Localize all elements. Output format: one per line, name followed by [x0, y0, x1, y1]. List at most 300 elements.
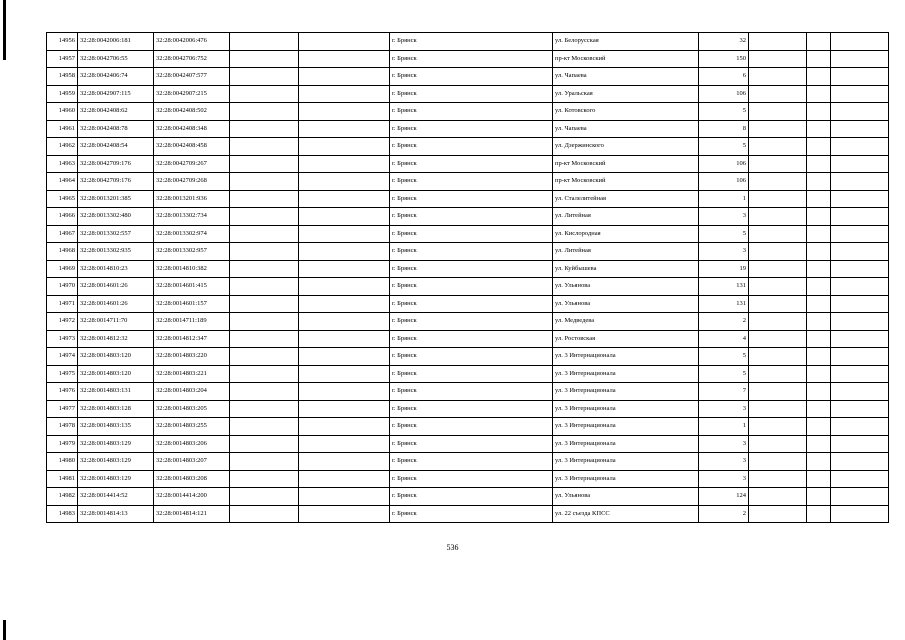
table-row [47, 260, 889, 278]
empty-cell [831, 260, 889, 278]
empty-cell [807, 435, 831, 453]
empty-cell [299, 295, 390, 313]
empty-cell [230, 260, 299, 278]
empty-cell [807, 243, 831, 261]
property-registry-table [46, 32, 889, 523]
empty-cell [230, 33, 299, 51]
empty-cell [807, 85, 831, 103]
table-row [47, 348, 889, 366]
record-number-cell: 14970 [47, 278, 78, 296]
object-cadastral-number-cell: 32:28:0042706:752 [154, 50, 230, 68]
object-cadastral-number-cell: 32:28:0014803:207 [154, 453, 230, 471]
empty-cell [230, 383, 299, 401]
record-number-cell: 14981 [47, 470, 78, 488]
city-cell: г. Брянск [390, 348, 553, 366]
empty-cell [230, 470, 299, 488]
street-cell: ул. Ульянова [553, 295, 699, 313]
empty-cell [831, 470, 889, 488]
table-row [47, 138, 889, 156]
scan-edge-mark-top [3, 0, 6, 60]
table-row [47, 103, 889, 121]
empty-cell [230, 435, 299, 453]
empty-cell [831, 505, 889, 523]
empty-cell [749, 278, 807, 296]
empty-cell [230, 190, 299, 208]
record-number-cell: 14979 [47, 435, 78, 453]
empty-cell [807, 138, 831, 156]
city-cell: г. Брянск [390, 295, 553, 313]
table-row [47, 68, 889, 86]
empty-cell [299, 313, 390, 331]
record-number-cell: 14966 [47, 208, 78, 226]
empty-cell [299, 488, 390, 506]
table-row [47, 313, 889, 331]
empty-cell [831, 68, 889, 86]
street-cell: ул. Литейная [553, 208, 699, 226]
empty-cell [299, 400, 390, 418]
record-number-cell: 14969 [47, 260, 78, 278]
empty-cell [230, 505, 299, 523]
street-cell: ул. Ульянова [553, 278, 699, 296]
parcel-cadastral-number-cell: 32:28:0014711:70 [78, 313, 154, 331]
table-row [47, 365, 889, 383]
empty-cell [807, 173, 831, 191]
parcel-cadastral-number-cell: 32:28:0014803:129 [78, 453, 154, 471]
house-number-cell: 2 [699, 313, 749, 331]
empty-cell [299, 330, 390, 348]
street-cell: ул. Ростовская [553, 330, 699, 348]
table-row [47, 470, 889, 488]
parcel-cadastral-number-cell: 32:28:0042706:55 [78, 50, 154, 68]
street-cell: пр-кт Московский [553, 173, 699, 191]
parcel-cadastral-number-cell: 32:28:0014601:26 [78, 278, 154, 296]
parcel-cadastral-number-cell: 32:28:0042408:62 [78, 103, 154, 121]
street-cell: ул. 3 Интернационала [553, 348, 699, 366]
record-number-cell: 14962 [47, 138, 78, 156]
house-number-cell: 106 [699, 85, 749, 103]
empty-cell [299, 470, 390, 488]
empty-cell [831, 453, 889, 471]
empty-cell [749, 505, 807, 523]
empty-cell [749, 120, 807, 138]
city-cell: г. Брянск [390, 453, 553, 471]
table-row [47, 505, 889, 523]
empty-cell [831, 138, 889, 156]
object-cadastral-number-cell: 32:28:0013302:734 [154, 208, 230, 226]
empty-cell [807, 278, 831, 296]
object-cadastral-number-cell: 32:28:0013201:936 [154, 190, 230, 208]
object-cadastral-number-cell: 32:28:0013302:957 [154, 243, 230, 261]
empty-cell [807, 313, 831, 331]
registry-body [47, 33, 889, 523]
empty-cell [299, 103, 390, 121]
city-cell: г. Брянск [390, 330, 553, 348]
empty-cell [230, 68, 299, 86]
record-number-cell: 14956 [47, 33, 78, 51]
city-cell: г. Брянск [390, 505, 553, 523]
empty-cell [807, 50, 831, 68]
empty-cell [831, 418, 889, 436]
empty-cell [299, 138, 390, 156]
city-cell: г. Брянск [390, 225, 553, 243]
empty-cell [807, 418, 831, 436]
house-number-cell: 6 [699, 68, 749, 86]
empty-cell [299, 348, 390, 366]
empty-cell [831, 400, 889, 418]
record-number-cell: 14972 [47, 313, 78, 331]
empty-cell [749, 173, 807, 191]
house-number-cell: 3 [699, 435, 749, 453]
empty-cell [749, 488, 807, 506]
empty-cell [831, 33, 889, 51]
object-cadastral-number-cell: 32:28:0042907:215 [154, 85, 230, 103]
record-number-cell: 14983 [47, 505, 78, 523]
empty-cell [299, 208, 390, 226]
parcel-cadastral-number-cell: 32:28:0014803:120 [78, 348, 154, 366]
empty-cell [230, 225, 299, 243]
empty-cell [831, 190, 889, 208]
street-cell: ул. Куйбышева [553, 260, 699, 278]
table-row [47, 400, 889, 418]
street-cell: ул. 3 Интернационала [553, 470, 699, 488]
house-number-cell: 4 [699, 330, 749, 348]
city-cell: г. Брянск [390, 260, 553, 278]
empty-cell [299, 435, 390, 453]
empty-cell [749, 50, 807, 68]
empty-cell [807, 348, 831, 366]
parcel-cadastral-number-cell: 32:28:0042709:176 [78, 173, 154, 191]
city-cell: г. Брянск [390, 208, 553, 226]
empty-cell [230, 138, 299, 156]
city-cell: г. Брянск [390, 138, 553, 156]
house-number-cell: 131 [699, 295, 749, 313]
table-row [47, 243, 889, 261]
empty-cell [831, 243, 889, 261]
empty-cell [807, 453, 831, 471]
parcel-cadastral-number-cell: 32:28:0013302:935 [78, 243, 154, 261]
empty-cell [831, 278, 889, 296]
empty-cell [831, 225, 889, 243]
record-number-cell: 14967 [47, 225, 78, 243]
house-number-cell: 5 [699, 348, 749, 366]
empty-cell [749, 418, 807, 436]
empty-cell [299, 505, 390, 523]
street-cell: ул. 3 Интернационала [553, 365, 699, 383]
empty-cell [807, 505, 831, 523]
city-cell: г. Брянск [390, 313, 553, 331]
empty-cell [749, 103, 807, 121]
house-number-cell: 124 [699, 488, 749, 506]
parcel-cadastral-number-cell: 32:28:0042406:74 [78, 68, 154, 86]
empty-cell [299, 278, 390, 296]
city-cell: г. Брянск [390, 470, 553, 488]
city-cell: г. Брянск [390, 85, 553, 103]
empty-cell [807, 208, 831, 226]
empty-cell [749, 190, 807, 208]
empty-cell [299, 453, 390, 471]
empty-cell [230, 120, 299, 138]
empty-cell [807, 68, 831, 86]
parcel-cadastral-number-cell: 32:28:0014810:23 [78, 260, 154, 278]
object-cadastral-number-cell: 32:28:0042408:458 [154, 138, 230, 156]
table-row [47, 330, 889, 348]
empty-cell [749, 208, 807, 226]
empty-cell [230, 453, 299, 471]
street-cell: ул. 3 Интернационала [553, 453, 699, 471]
empty-cell [749, 85, 807, 103]
city-cell: г. Брянск [390, 33, 553, 51]
empty-cell [807, 225, 831, 243]
object-cadastral-number-cell: 32:28:0042709:268 [154, 173, 230, 191]
record-number-cell: 14958 [47, 68, 78, 86]
city-cell: г. Брянск [390, 383, 553, 401]
city-cell: г. Брянск [390, 190, 553, 208]
empty-cell [299, 383, 390, 401]
object-cadastral-number-cell: 32:28:0014814:121 [154, 505, 230, 523]
object-cadastral-number-cell: 32:28:0014601:157 [154, 295, 230, 313]
record-number-cell: 14978 [47, 418, 78, 436]
street-cell: ул. 3 Интернационала [553, 400, 699, 418]
street-cell: ул. Сталелитейная [553, 190, 699, 208]
table-row [47, 383, 889, 401]
table-row [47, 85, 889, 103]
empty-cell [749, 365, 807, 383]
street-cell: ул. Дзержинского [553, 138, 699, 156]
table-row [47, 50, 889, 68]
empty-cell [749, 33, 807, 51]
record-number-cell: 14977 [47, 400, 78, 418]
city-cell: г. Брянск [390, 418, 553, 436]
empty-cell [299, 365, 390, 383]
empty-cell [807, 120, 831, 138]
empty-cell [230, 85, 299, 103]
object-cadastral-number-cell: 32:28:0014803:204 [154, 383, 230, 401]
street-cell: ул. Чапаева [553, 120, 699, 138]
house-number-cell: 1 [699, 190, 749, 208]
city-cell: г. Брянск [390, 120, 553, 138]
empty-cell [230, 243, 299, 261]
empty-cell [230, 208, 299, 226]
parcel-cadastral-number-cell: 32:28:0014601:26 [78, 295, 154, 313]
street-cell: ул. 3 Интернационала [553, 383, 699, 401]
object-cadastral-number-cell: 32:28:0014803:205 [154, 400, 230, 418]
record-number-cell: 14980 [47, 453, 78, 471]
house-number-cell: 131 [699, 278, 749, 296]
empty-cell [831, 348, 889, 366]
empty-cell [230, 348, 299, 366]
empty-cell [230, 400, 299, 418]
city-cell: г. Брянск [390, 365, 553, 383]
empty-cell [299, 190, 390, 208]
city-cell: г. Брянск [390, 400, 553, 418]
empty-cell [230, 295, 299, 313]
house-number-cell: 150 [699, 50, 749, 68]
house-number-cell: 5 [699, 365, 749, 383]
parcel-cadastral-number-cell: 32:28:0014814:13 [78, 505, 154, 523]
empty-cell [299, 155, 390, 173]
empty-cell [831, 330, 889, 348]
parcel-cadastral-number-cell: 32:28:0014803:120 [78, 365, 154, 383]
parcel-cadastral-number-cell: 32:28:0013201:385 [78, 190, 154, 208]
house-number-cell: 5 [699, 138, 749, 156]
empty-cell [831, 295, 889, 313]
street-cell: пр-кт Московский [553, 155, 699, 173]
street-cell: ул. Белорусская [553, 33, 699, 51]
record-number-cell: 14971 [47, 295, 78, 313]
parcel-cadastral-number-cell: 32:28:0014803:129 [78, 470, 154, 488]
record-number-cell: 14965 [47, 190, 78, 208]
house-number-cell: 5 [699, 103, 749, 121]
table-row [47, 278, 889, 296]
street-cell: ул. Чапаева [553, 68, 699, 86]
empty-cell [749, 155, 807, 173]
record-number-cell: 14963 [47, 155, 78, 173]
record-number-cell: 14960 [47, 103, 78, 121]
house-number-cell: 3 [699, 208, 749, 226]
city-cell: г. Брянск [390, 435, 553, 453]
object-cadastral-number-cell: 32:28:0014803:220 [154, 348, 230, 366]
empty-cell [749, 383, 807, 401]
record-number-cell: 14968 [47, 243, 78, 261]
empty-cell [230, 173, 299, 191]
empty-cell [831, 85, 889, 103]
table-row [47, 418, 889, 436]
empty-cell [299, 260, 390, 278]
empty-cell [807, 488, 831, 506]
empty-cell [299, 418, 390, 436]
empty-cell [807, 33, 831, 51]
city-cell: г. Брянск [390, 155, 553, 173]
table-row [47, 208, 889, 226]
street-cell: ул. Ульянова [553, 488, 699, 506]
empty-cell [230, 418, 299, 436]
empty-cell [807, 103, 831, 121]
house-number-cell: 3 [699, 470, 749, 488]
street-cell: ул. Котовского [553, 103, 699, 121]
parcel-cadastral-number-cell: 32:28:0042408:54 [78, 138, 154, 156]
record-number-cell: 14957 [47, 50, 78, 68]
empty-cell [299, 33, 390, 51]
parcel-cadastral-number-cell: 32:28:0042907:115 [78, 85, 154, 103]
empty-cell [807, 330, 831, 348]
empty-cell [299, 68, 390, 86]
empty-cell [807, 260, 831, 278]
object-cadastral-number-cell: 32:28:0014803:208 [154, 470, 230, 488]
empty-cell [831, 103, 889, 121]
table-row [47, 453, 889, 471]
city-cell: г. Брянск [390, 173, 553, 191]
house-number-cell: 3 [699, 453, 749, 471]
scan-edge-mark-bottom [3, 620, 6, 640]
empty-cell [749, 225, 807, 243]
empty-cell [299, 243, 390, 261]
city-cell: г. Брянск [390, 103, 553, 121]
empty-cell [831, 488, 889, 506]
parcel-cadastral-number-cell: 32:28:0042006:181 [78, 33, 154, 51]
object-cadastral-number-cell: 32:28:0042407:577 [154, 68, 230, 86]
empty-cell [807, 400, 831, 418]
object-cadastral-number-cell: 32:28:0042709:267 [154, 155, 230, 173]
parcel-cadastral-number-cell: 32:28:0014803:135 [78, 418, 154, 436]
house-number-cell: 1 [699, 418, 749, 436]
empty-cell [230, 330, 299, 348]
empty-cell [299, 225, 390, 243]
city-cell: г. Брянск [390, 50, 553, 68]
empty-cell [831, 155, 889, 173]
empty-cell [749, 435, 807, 453]
city-cell: г. Брянск [390, 68, 553, 86]
empty-cell [749, 138, 807, 156]
empty-cell [749, 453, 807, 471]
page-number: 536 [446, 543, 459, 552]
record-number-cell: 14975 [47, 365, 78, 383]
city-cell: г. Брянск [390, 488, 553, 506]
city-cell: г. Брянск [390, 243, 553, 261]
record-number-cell: 14961 [47, 120, 78, 138]
empty-cell [831, 120, 889, 138]
empty-cell [807, 190, 831, 208]
street-cell: пр-кт Московский [553, 50, 699, 68]
parcel-cadastral-number-cell: 32:28:0014414:52 [78, 488, 154, 506]
empty-cell [299, 173, 390, 191]
parcel-cadastral-number-cell: 32:28:0014812:32 [78, 330, 154, 348]
parcel-cadastral-number-cell: 32:28:0042408:78 [78, 120, 154, 138]
object-cadastral-number-cell: 32:28:0014803:206 [154, 435, 230, 453]
street-cell: ул. 22 съезда КПСС [553, 505, 699, 523]
house-number-cell: 32 [699, 33, 749, 51]
empty-cell [230, 103, 299, 121]
table-row [47, 173, 889, 191]
street-cell: ул. Кислородная [553, 225, 699, 243]
empty-cell [749, 400, 807, 418]
parcel-cadastral-number-cell: 32:28:0014803:128 [78, 400, 154, 418]
empty-cell [230, 365, 299, 383]
empty-cell [831, 435, 889, 453]
empty-cell [807, 295, 831, 313]
street-cell: ул. 3 Интернационала [553, 435, 699, 453]
object-cadastral-number-cell: 32:28:0013302:974 [154, 225, 230, 243]
street-cell: ул. 3 Интернационала [553, 418, 699, 436]
empty-cell [807, 470, 831, 488]
empty-cell [749, 330, 807, 348]
empty-cell [749, 260, 807, 278]
empty-cell [749, 470, 807, 488]
object-cadastral-number-cell: 32:28:0014803:255 [154, 418, 230, 436]
empty-cell [831, 173, 889, 191]
record-number-cell: 14976 [47, 383, 78, 401]
empty-cell [807, 383, 831, 401]
table-row [47, 120, 889, 138]
empty-cell [749, 295, 807, 313]
empty-cell [749, 68, 807, 86]
object-cadastral-number-cell: 32:28:0014803:221 [154, 365, 230, 383]
city-cell: г. Брянск [390, 278, 553, 296]
empty-cell [749, 348, 807, 366]
object-cadastral-number-cell: 32:28:0014810:382 [154, 260, 230, 278]
object-cadastral-number-cell: 32:28:0014414:200 [154, 488, 230, 506]
object-cadastral-number-cell: 32:28:0042408:502 [154, 103, 230, 121]
record-number-cell: 14959 [47, 85, 78, 103]
empty-cell [299, 85, 390, 103]
object-cadastral-number-cell: 32:28:0014812:347 [154, 330, 230, 348]
house-number-cell: 106 [699, 155, 749, 173]
table-row [47, 190, 889, 208]
empty-cell [807, 365, 831, 383]
parcel-cadastral-number-cell: 32:28:0014803:131 [78, 383, 154, 401]
parcel-cadastral-number-cell: 32:28:0013302:557 [78, 225, 154, 243]
record-number-cell: 14973 [47, 330, 78, 348]
empty-cell [749, 313, 807, 331]
